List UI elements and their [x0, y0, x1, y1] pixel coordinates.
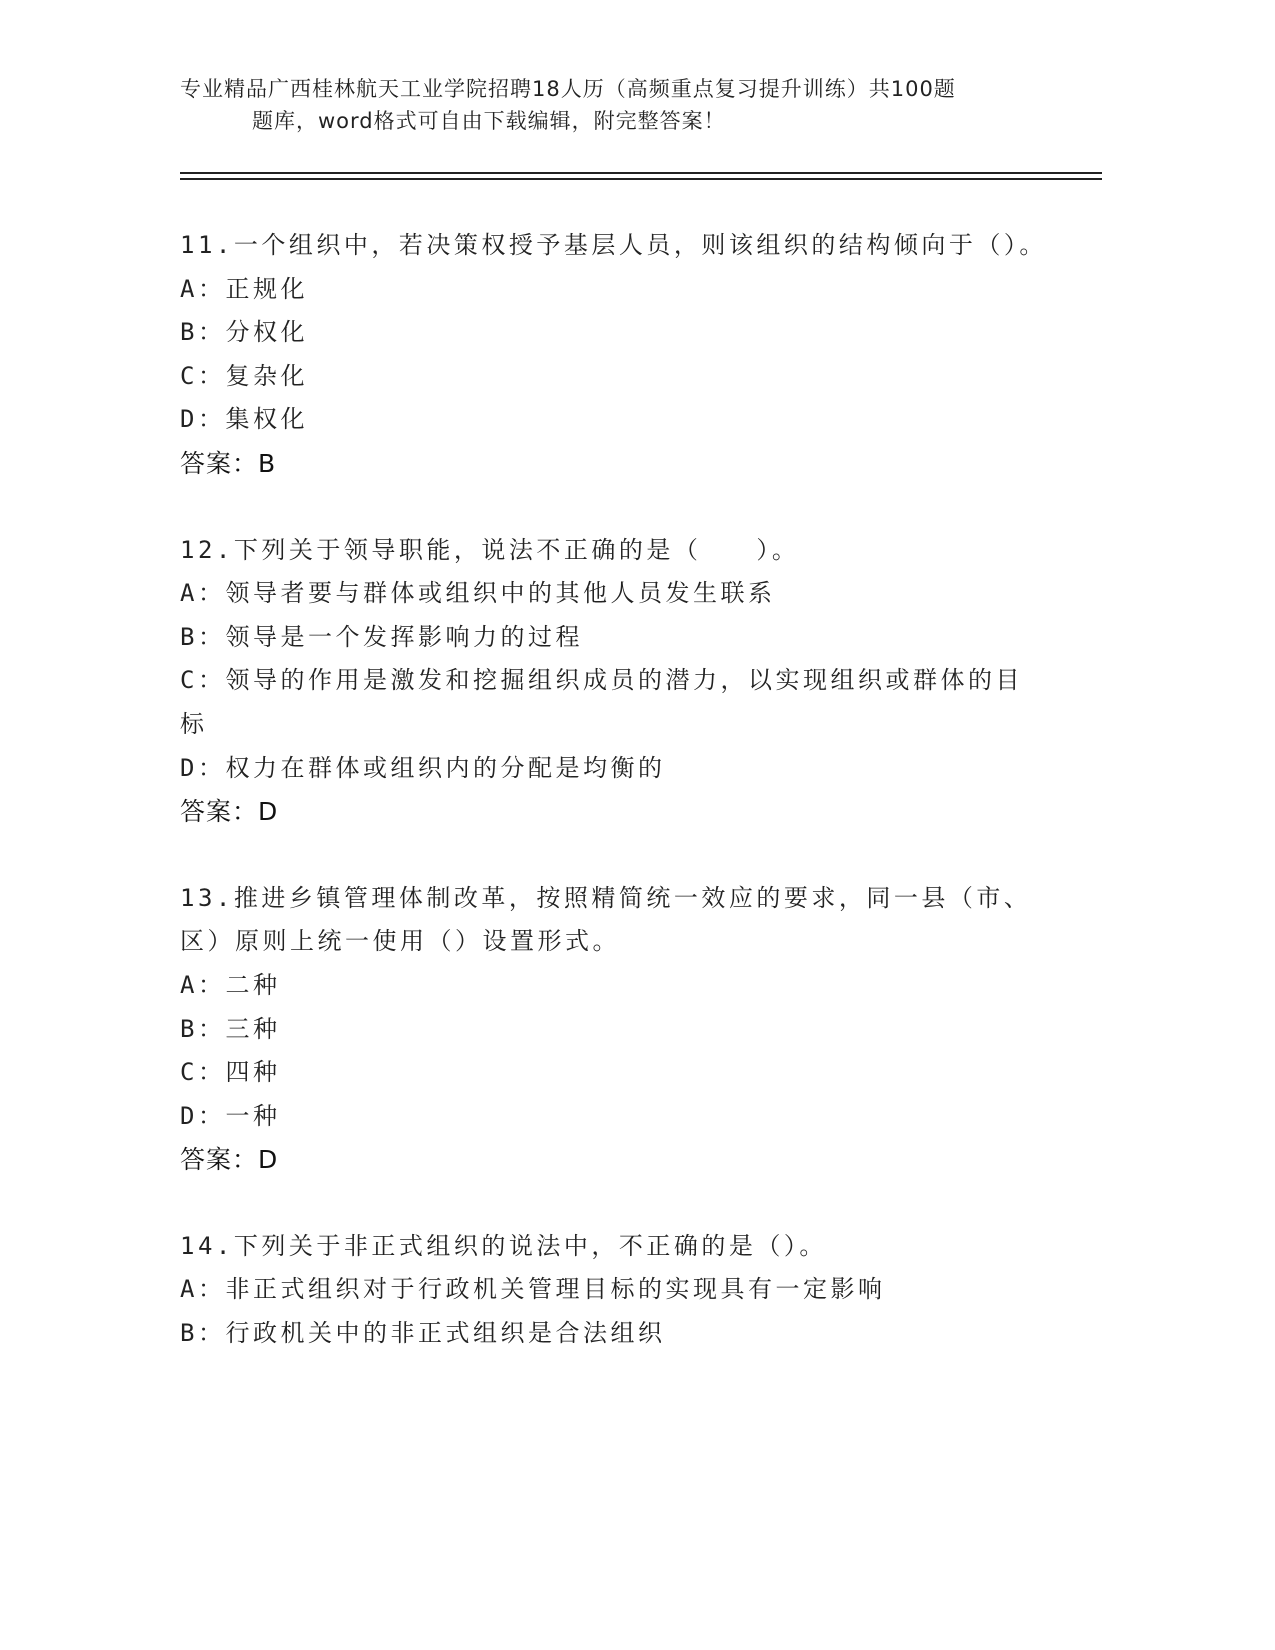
option-d: D：权力在群体或组织内的分配是均衡的 [180, 753, 666, 782]
question-text: 12.下列关于领导职能，说法不正确的是（ ）。 [180, 535, 800, 564]
header-title-line-1: 专业精品广西桂林航天工业学院招聘18人历（高频重点复习提升训练）共100题 [180, 77, 956, 101]
option-c: C：领导的作用是激发和挖掘组织成员的潜力，以实现组织或群体的目标 [180, 666, 1023, 738]
option-b: B：分权化 [180, 318, 308, 347]
answer: 答案：D [180, 1145, 279, 1175]
question-text: 13.推进乡镇管理体制改革，按照精简统一效应的要求，同一县（市、区）原则上统一使用（）设置形式。 [180, 883, 1032, 956]
option-a: A：非正式组织对于行政机关管理目标的实现具有一定影响 [180, 1275, 886, 1304]
option-a: A：二种 [180, 970, 281, 999]
question-13 [180, 877, 1050, 1182]
answer: 答案：D [180, 797, 279, 827]
document-header [180, 73, 1060, 137]
option-a: A：领导者要与群体或组织中的其他人员发生联系 [180, 579, 776, 608]
option-d: D：一种 [180, 1101, 281, 1130]
question-list [180, 224, 1050, 1399]
option-c: C：四种 [180, 1058, 281, 1087]
question-12 [180, 529, 1050, 834]
header-title-line-2: 题库，word格式可自由下载编辑，附完整答案！ [252, 109, 726, 133]
header-divider-bottom [180, 178, 1102, 180]
option-d: D：集权化 [180, 405, 308, 434]
option-b: B：行政机关中的非正式组织是合法组织 [180, 1319, 666, 1348]
option-b: B：三种 [180, 1014, 281, 1043]
option-b: B：领导是一个发挥影响力的过程 [180, 622, 583, 651]
option-c: C：复杂化 [180, 361, 308, 390]
option-a: A：正规化 [180, 274, 308, 303]
question-text: 11.一个组织中，若决策权授予基层人员，则该组织的结构倾向于（）。 [180, 231, 1047, 259]
question-text: 14.下列关于非正式组织的说法中，不正确的是（）。 [180, 1231, 827, 1260]
answer: 答案：B [180, 448, 277, 478]
question-14 [180, 1225, 1050, 1356]
question-11 [180, 224, 1050, 486]
header-divider-top [180, 172, 1102, 174]
